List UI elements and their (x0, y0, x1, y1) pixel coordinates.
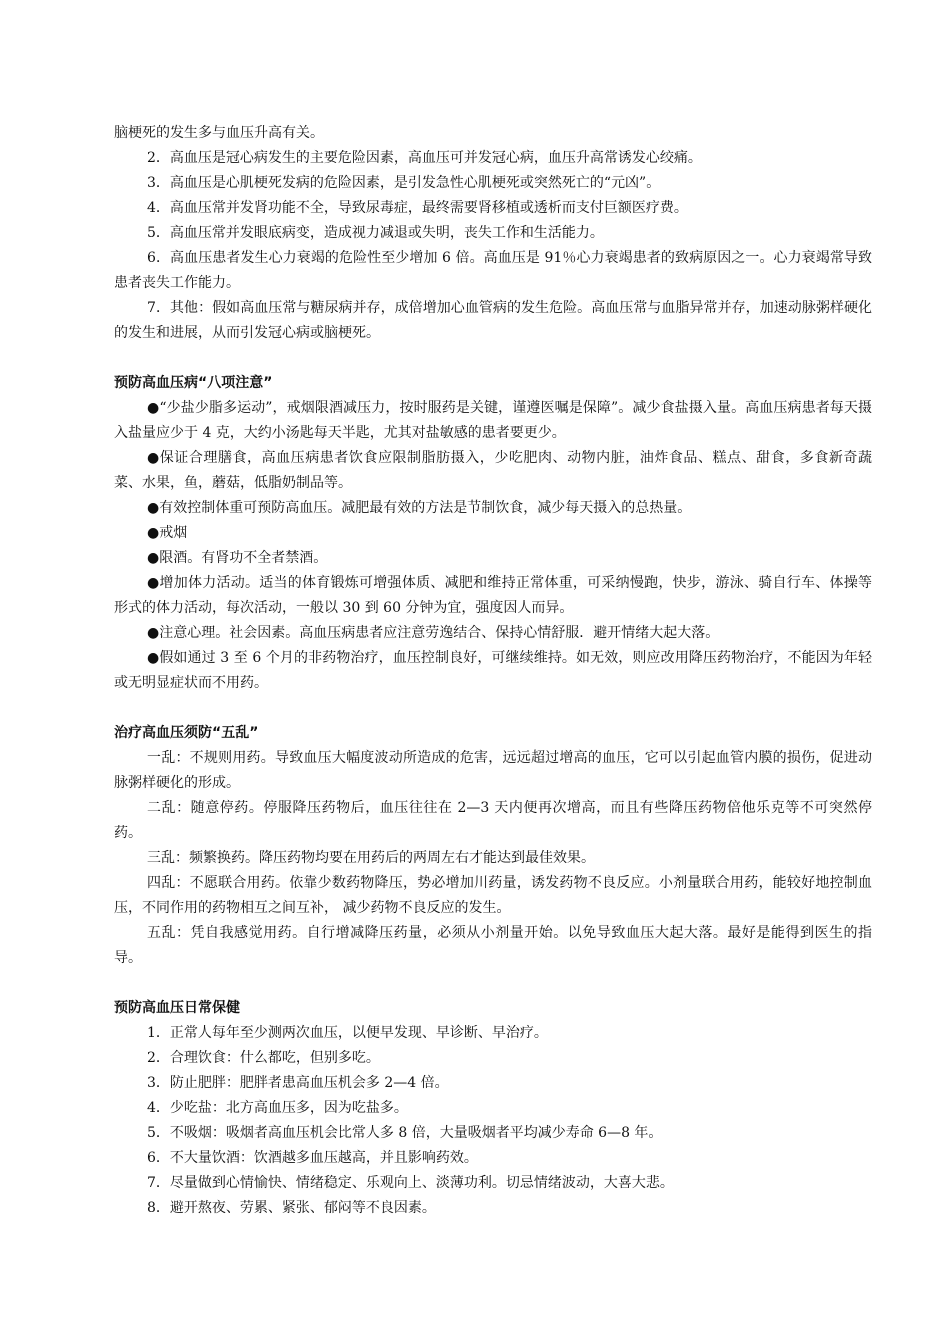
bullet-item: ●假如通过 3 至 6 个月的非药物治疗，血压控制良好，可继续维持。如无效，则应改用降压药物治疗，不能因为年轻或无明显症状而不用药。 (114, 650, 872, 691)
list-item: 1．正常人每年至少测两次血压，以便早发现、早诊断、早治疗。 (147, 1025, 548, 1041)
spacer (114, 696, 872, 721)
bullet-item: ●戒烟 (147, 525, 188, 541)
list-item: 5．高血压常并发眼底病变，造成视力减退或失明，丧失工作和生活能力。 (147, 225, 604, 241)
paragraph: 二乱：随意停药。停服降压药物后，血压往往在 2—3 天内便再次增高，而且有些降压药物倍他乐克等不可突然停药。 (114, 800, 872, 841)
list-item: 2．高血压是冠心病发生的主要危险因素，高血压可并发冠心病，血压升高常诱发心绞痛。 (147, 150, 702, 166)
spacer (114, 346, 872, 371)
paragraph: 四乱：不愿联合用药。依靠少数药物降压，势必增加川药量，诱发药物不良反应。小剂量联合用药，能较好地控制血压，不同作用的药物相互之间互补， 减少药物不良反应的发生。 (114, 875, 872, 916)
document-page (114, 121, 872, 1221)
paragraph: 脑梗死的发生多与血压升高有关。 (114, 125, 324, 141)
list-item: 3．高血压是心肌梗死发病的危险因素，是引发急性心肌梗死或突然死亡的“元凶”。 (147, 175, 661, 191)
spacer (114, 971, 872, 996)
list-item: 7．尽量做到心情愉快、情绪稳定、乐观向上、淡薄功利。切忌情绪波动，大喜大悲。 (147, 1175, 674, 1191)
list-item: 5．不吸烟：吸烟者高血压机会比常人多 8 倍，大量吸烟者平均减少寿命 6—8 年。 (147, 1125, 663, 1141)
list-item: 7．其他：假如高血压常与糖尿病并存，成倍增加心血管病的发生危险。高血压常与血脂异常并存，加速动脉粥样硬化的发生和进展，从而引发冠心病或脑梗死。 (114, 300, 872, 341)
list-item: 2．合理饮食：什么都吃，但别多吃。 (147, 1050, 380, 1066)
paragraph: 三乱：频繁换药。降压药物均要在用药后的两周左右才能达到最佳效果。 (147, 850, 595, 866)
section-heading: 治疗高血压须防“五乱” (114, 725, 259, 741)
section-complications (114, 121, 872, 346)
paragraph: 一乱：不规则用药。导致血压大幅度波动所造成的危害，远远超过增高的血压，它可以引起血管内膜的损伤，促进动脉粥样硬化的形成。 (114, 750, 872, 791)
list-item: 8．避开熬夜、劳累、紧张、郁闷等不良因素。 (147, 1200, 436, 1216)
bullet-item: ●注意心理。社会因素。高血压病患者应注意劳逸结合、保持心情舒服．避开情绪大起大落。 (147, 625, 720, 641)
bullet-item: ●“少盐少脂多运动”，戒烟限酒减压力，按时服药是关键，谨遵医嘱是保障”。减少食盐摄入量。高血压病患者每天摄入盐量应少于 4 克，大约小汤匙每天半匙，尤其对盐敏感的患者要更少。 (114, 400, 872, 441)
bullet-item: ●限酒。有肾功不全者禁酒。 (147, 550, 328, 566)
section-heading: 预防高血压日常保健 (114, 1000, 240, 1016)
bullet-item: ●增加体力活动。适当的体育锻炼可增强体质、减肥和维持正常体重，可采纳慢跑，快步，游泳、骑自行车、体操等形式的体力活动，每次活动，一般以 30 到 60 分钟为宜，强度因人而异。 (114, 575, 872, 616)
section-five-mistakes (114, 721, 872, 971)
section-daily-care (114, 996, 872, 1221)
list-item: 4．少吃盐：北方高血压多，因为吃盐多。 (147, 1100, 408, 1116)
list-item: 6．高血压患者发生心力衰竭的危险性至少增加 6 倍。高血压是 91％心力衰竭患者的致病原因之一。心力衰竭常导致患者丧失工作能力。 (114, 250, 872, 291)
section-eight-precautions (114, 371, 872, 696)
list-item: 3．防止肥胖：肥胖者患高血压机会多 2—4 倍。 (147, 1075, 449, 1091)
section-heading: 预防高血压病“八项注意” (114, 375, 273, 391)
paragraph: 五乱：凭自我感觉用药。自行增减降压药量，必须从小剂量开始。以免导致血压大起大落。最好是能得到医生的指导。 (114, 925, 872, 966)
list-item: 6．不大量饮酒：饮酒越多血压越高，并且影响药效。 (147, 1150, 478, 1166)
list-item: 4．高血压常并发肾功能不全，导致尿毒症，最终需要肾移植或透析而支付巨额医疗费。 (147, 200, 688, 216)
bullet-item: ●保证合理膳食，高血压病患者饮食应限制脂肪摄入，少吃肥肉、动物内脏，油炸食品、糕点、甜食，多食新奇蔬菜、水果，鱼，蘑菇，低脂奶制品等。 (114, 450, 872, 491)
bullet-item: ●有效控制体重可预防高血压。减肥最有效的方法是节制饮食，减少每天摄入的总热量。 (147, 500, 692, 516)
